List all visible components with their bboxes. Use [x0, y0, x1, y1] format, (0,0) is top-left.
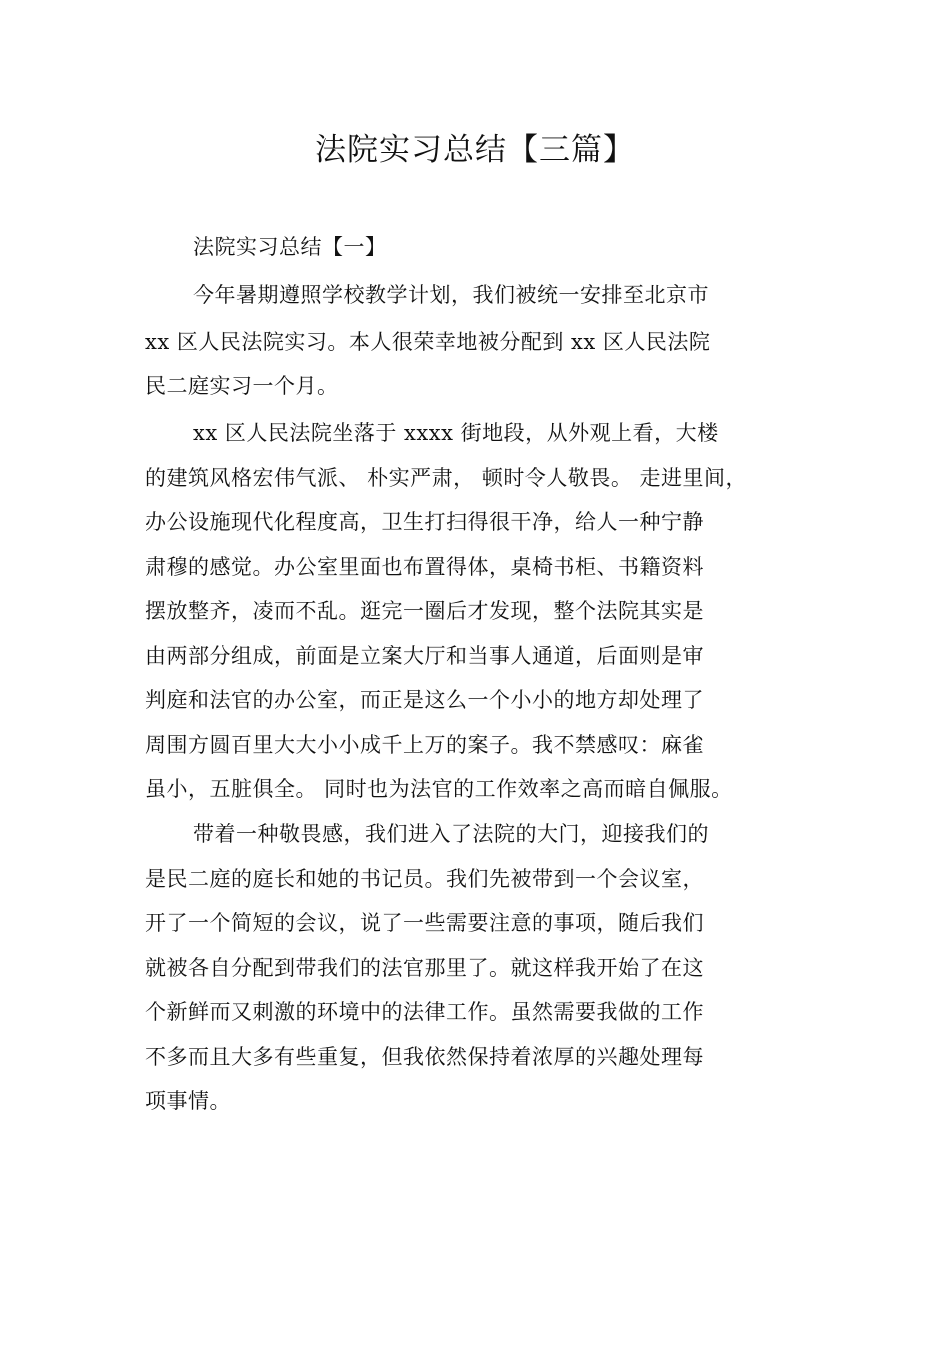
paragraph-3-line-1: 带着一种敬畏感，我们进入了法院的大门，迎接我们的: [193, 822, 709, 846]
paragraph-3-line-4: 就被各自分配到带我们的法官那里了。就这样我开始了在这: [145, 956, 704, 980]
paragraph-2-line-9: 虽小，五脏俱全。 同时也为法官的工作效率之高而暗自佩服。: [145, 777, 733, 801]
paragraph-3-line-3: 开了一个简短的会议，说了一些需要注意的事项，随后我们: [145, 911, 704, 935]
document-title: 法院实习总结【三篇】: [315, 132, 635, 168]
paragraph-2-line-4: 肃穆的感觉。办公室里面也布置得体，桌椅书柜、书籍资料: [145, 555, 704, 579]
paragraph-2-line-6: 由两部分组成，前面是立案大厅和当事人通道，后面则是审: [145, 644, 704, 668]
paragraph-1-line-2: xx 区人民法院实习。本人很荣幸地被分配到 xx 区人民法院: [145, 330, 711, 354]
paragraph-1-line-1: 今年暑期遵照学校教学计划，我们被统一安排至北京市: [193, 283, 709, 307]
paragraph-2-line-8: 周围方圆百里大大小小成千上万的案子。我不禁感叹：麻雀: [145, 733, 704, 757]
paragraph-2-line-1: xx 区人民法院坐落于 xxxx 街地段，从外观上看，大楼: [193, 421, 719, 445]
paragraph-2-line-5: 摆放整齐，凌而不乱。逛完一圈后才发现，整个法院其实是: [145, 599, 704, 623]
paragraph-3-line-7: 项事情。: [145, 1089, 231, 1113]
paragraph-3-line-6: 不多而且大多有些重复，但我依然保持着浓厚的兴趣处理每: [145, 1045, 704, 1069]
paragraph-2-line-7: 判庭和法官的办公室，而正是这么一个小小的地方却处理了: [145, 688, 704, 712]
paragraph-3-line-5: 个新鲜而又刺激的环境中的法律工作。虽然需要我做的工作: [145, 1000, 704, 1024]
paragraph-3-line-2: 是民二庭的庭长和她的书记员。我们先被带到一个会议室，: [145, 867, 704, 891]
paragraph-1-line-3: 民二庭实习一个月。: [145, 374, 339, 398]
paragraph-2-line-2: 的建筑风格宏伟气派、 朴实严肃， 顿时令人敬畏。 走进里间，: [145, 466, 748, 490]
section-heading: 法院实习总结【一】: [193, 235, 387, 259]
paragraph-2-line-3: 办公设施现代化程度高，卫生打扫得很干净，给人一种宁静: [145, 510, 704, 534]
